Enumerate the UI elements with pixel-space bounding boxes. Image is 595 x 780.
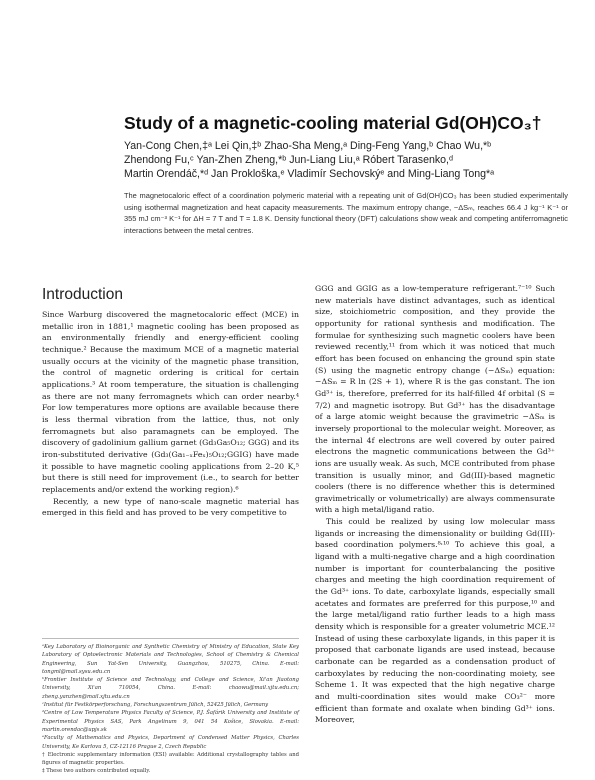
affiliation-note: ᵈCentre of Low Temperature Physics Faculty of Science, P.J. Šafárik University and Institute of Experimental Physics SAS, Park Angelinum 9, 041 54 Košice, Slovakia. E-mail: martin.orendac@upjs.sk	[42, 710, 299, 733]
affiliation-note: ᵉFaculty of Mathematics and Physics, Department of Condensed Matter Physics, Charles University, Ke Karlovu 5, CZ-12116 Prague 2, Czech Republic	[42, 735, 299, 750]
body-paragraph: Since Warburg discovered the magnetocaloric effect (MCE) in metallic iron in 1881,¹ magnetic cooling has been proposed as an environmentally friendly and energy-efficient cooling technique.² Because the maximum MCE of a magnetic material usually occurs at the vicinity of the magnetic phase transition, the control of magnetic ordering is critical for certain applications.³ At room temperature, the situation is challenging as there are not many ferromagnets which can order nearby.⁴ For low temperatures more options are available because there is less thermal vibration from the lattice, thus, not only ferromagnets but also paramagnets can be employed. The discovery of gadolinium gallium garnet (Gd₃Ga₅O₁₂; GGG) and its iron-substituted derivative (Gd₃(Ga₁₋ₓFeₓ)₅O₁₂;GGIG) have made it possible to have magnetic cooling applications from 2–20 K,⁵ but there is still need for improvement (i.e., to search for better replacements and/or extend the working region).⁶	[42, 310, 299, 494]
footnote-divider	[42, 638, 299, 639]
author-line: Zhendong Fu,ᶜ Yan-Zhen Zheng,*ᵇ Jun-Liang Liu,ᵃ Róbert Tarasenko,ᵈ	[124, 153, 453, 166]
body-paragraph: Recently, a new type of nano-scale magnetic material has emerged in this field and has proved to be very competitive to	[42, 496, 299, 518]
esi-note: † Electronic supplementary information (ESI) available: Additional crystallography tables and figures of magnetic properties.	[42, 751, 299, 767]
author-list	[124, 140, 564, 181]
article-title: Study of a magnetic-cooling material Gd(OH)CO₃†	[124, 113, 542, 133]
affiliation-note: ᶜInstitut für Festkörperforschung, Forschungszentrum Jülich, 52425 Jülich, Germany	[42, 702, 269, 709]
body-column-right	[315, 283, 555, 726]
affiliation-footnotes	[42, 643, 299, 776]
author-line: Martin Orendáč,*ᵈ Jan Prokloška,ᵉ Vladimír Sechovskýᵉ and Ming-Liang Tong*ᵃ	[124, 167, 495, 180]
equal-contribution-note: ‡ These two authors contributed equally.	[42, 768, 151, 775]
abstract: The magnetocaloric effect of a coordination polymeric material with a repeating unit of Gd(OH)CO₃ has been studied experimentally using isothermal magnetization and heat capacity measurements. The maximum entropy change, −ΔSₘ, reaches 66.4 J kg⁻¹ K⁻¹ or 355 mJ cm⁻³ K⁻¹ for ΔH = 7 T and T = 1.8 K. Density functional theory (DFT) calculations show weak and competing antiferromagnetic interactions between the metal centres.	[124, 191, 568, 235]
author-line: Yan-Cong Chen,‡ᵃ Lei Qin,‡ᵇ Zhao-Sha Meng,ᵃ Ding-Feng Yang,ᵇ Chao Wu,*ᵇ	[124, 140, 492, 152]
section-heading-introduction: Introduction	[42, 286, 123, 303]
affiliation-note: ᵇFrontier Institute of Science and Technology, and College and Science, Xi'an Jiaotong University, Xi'an 710054, China. E-mail: chaowu@mail.xjtu.edu.cn; zheng.yanzhen@mail.xjtu.edu.cn	[42, 677, 299, 700]
affiliation-note: ᵃKey Laboratory of Bioinorganic and Synthetic Chemistry of Ministry of Education, State Key Laboratory of Optoelectronic Materials and Technologies, School of Chemistry & Chemical Engineering, Sun Yat-Sen University, Guangzhou, 510275, China. E-mail: tongml@mail.sysu.edu.cn	[42, 644, 299, 675]
body-column-left	[42, 309, 299, 519]
body-paragraph: This could be realized by using low molecular mass ligands or increasing the dimensionality or building Gd(III)-based coordination polymers.⁸˒¹⁰ To achieve this goal, a ligand with a multi-negative charge and a high coordination number is important for counterbalancing the positive charges and meeting the high coordination requirement of the Gd³⁺ ions. To date, carboxylate ligands, especially small acetates and formates are preferred for this purpose,¹⁰ and the large metal/ligand ratio further leads to a high mass density which is responsible for a greater volumetric MCE.¹² Instead of using these carboxylate ligands, in this paper it is proposed that carbonate ligands are used instead, because carbonate can be regarded as a condensation product of carboxylates by reducing the non-coordinating moiety, see Scheme 1. It was expected that the high negative charge and multi-coordination sites would make CO₃²⁻ more efficient than formate and oxalate when binding Gd³⁺ ions. Moreover,	[315, 517, 555, 725]
body-paragraph: GGG and GGIG as a low-temperature refrigerant.⁷⁻¹⁰ Such new materials have distinct advantages, such as identical size, stoichiometric composition, and they provide the opportunity for rational synthesis and modification. The formulae for synthesizing such magnetic coolers have been reviewed recently,¹¹ from which it was noticed that much effort has been focused on enhancing the ground spin state (S) using the magnetic entropy change (−ΔSₘ) equation: −ΔSₘ = R ln (2S + 1), where R is the gas constant. The ion Gd³⁺ is, therefore, preferred for its half-filled 4f orbital (S = 7/2) and magnetic isotropy. But Gd³⁺ has the disadvantage of a large atomic weight because the gravimetric −ΔSₘ is inversely proportional to the molecular weight. Moreover, as the internal 4f electrons are well covered by outer paired electrons the magnetic communications between the Gd³⁺ ions are usually weak. As such, MCE contributed from phase transition is usually minor, and Gd(III)-based magnetic coolers (there is no difference whether this is determined gravimetrically or volumetrically) are always commensurate with a high metal/ligand ratio.	[315, 284, 555, 515]
